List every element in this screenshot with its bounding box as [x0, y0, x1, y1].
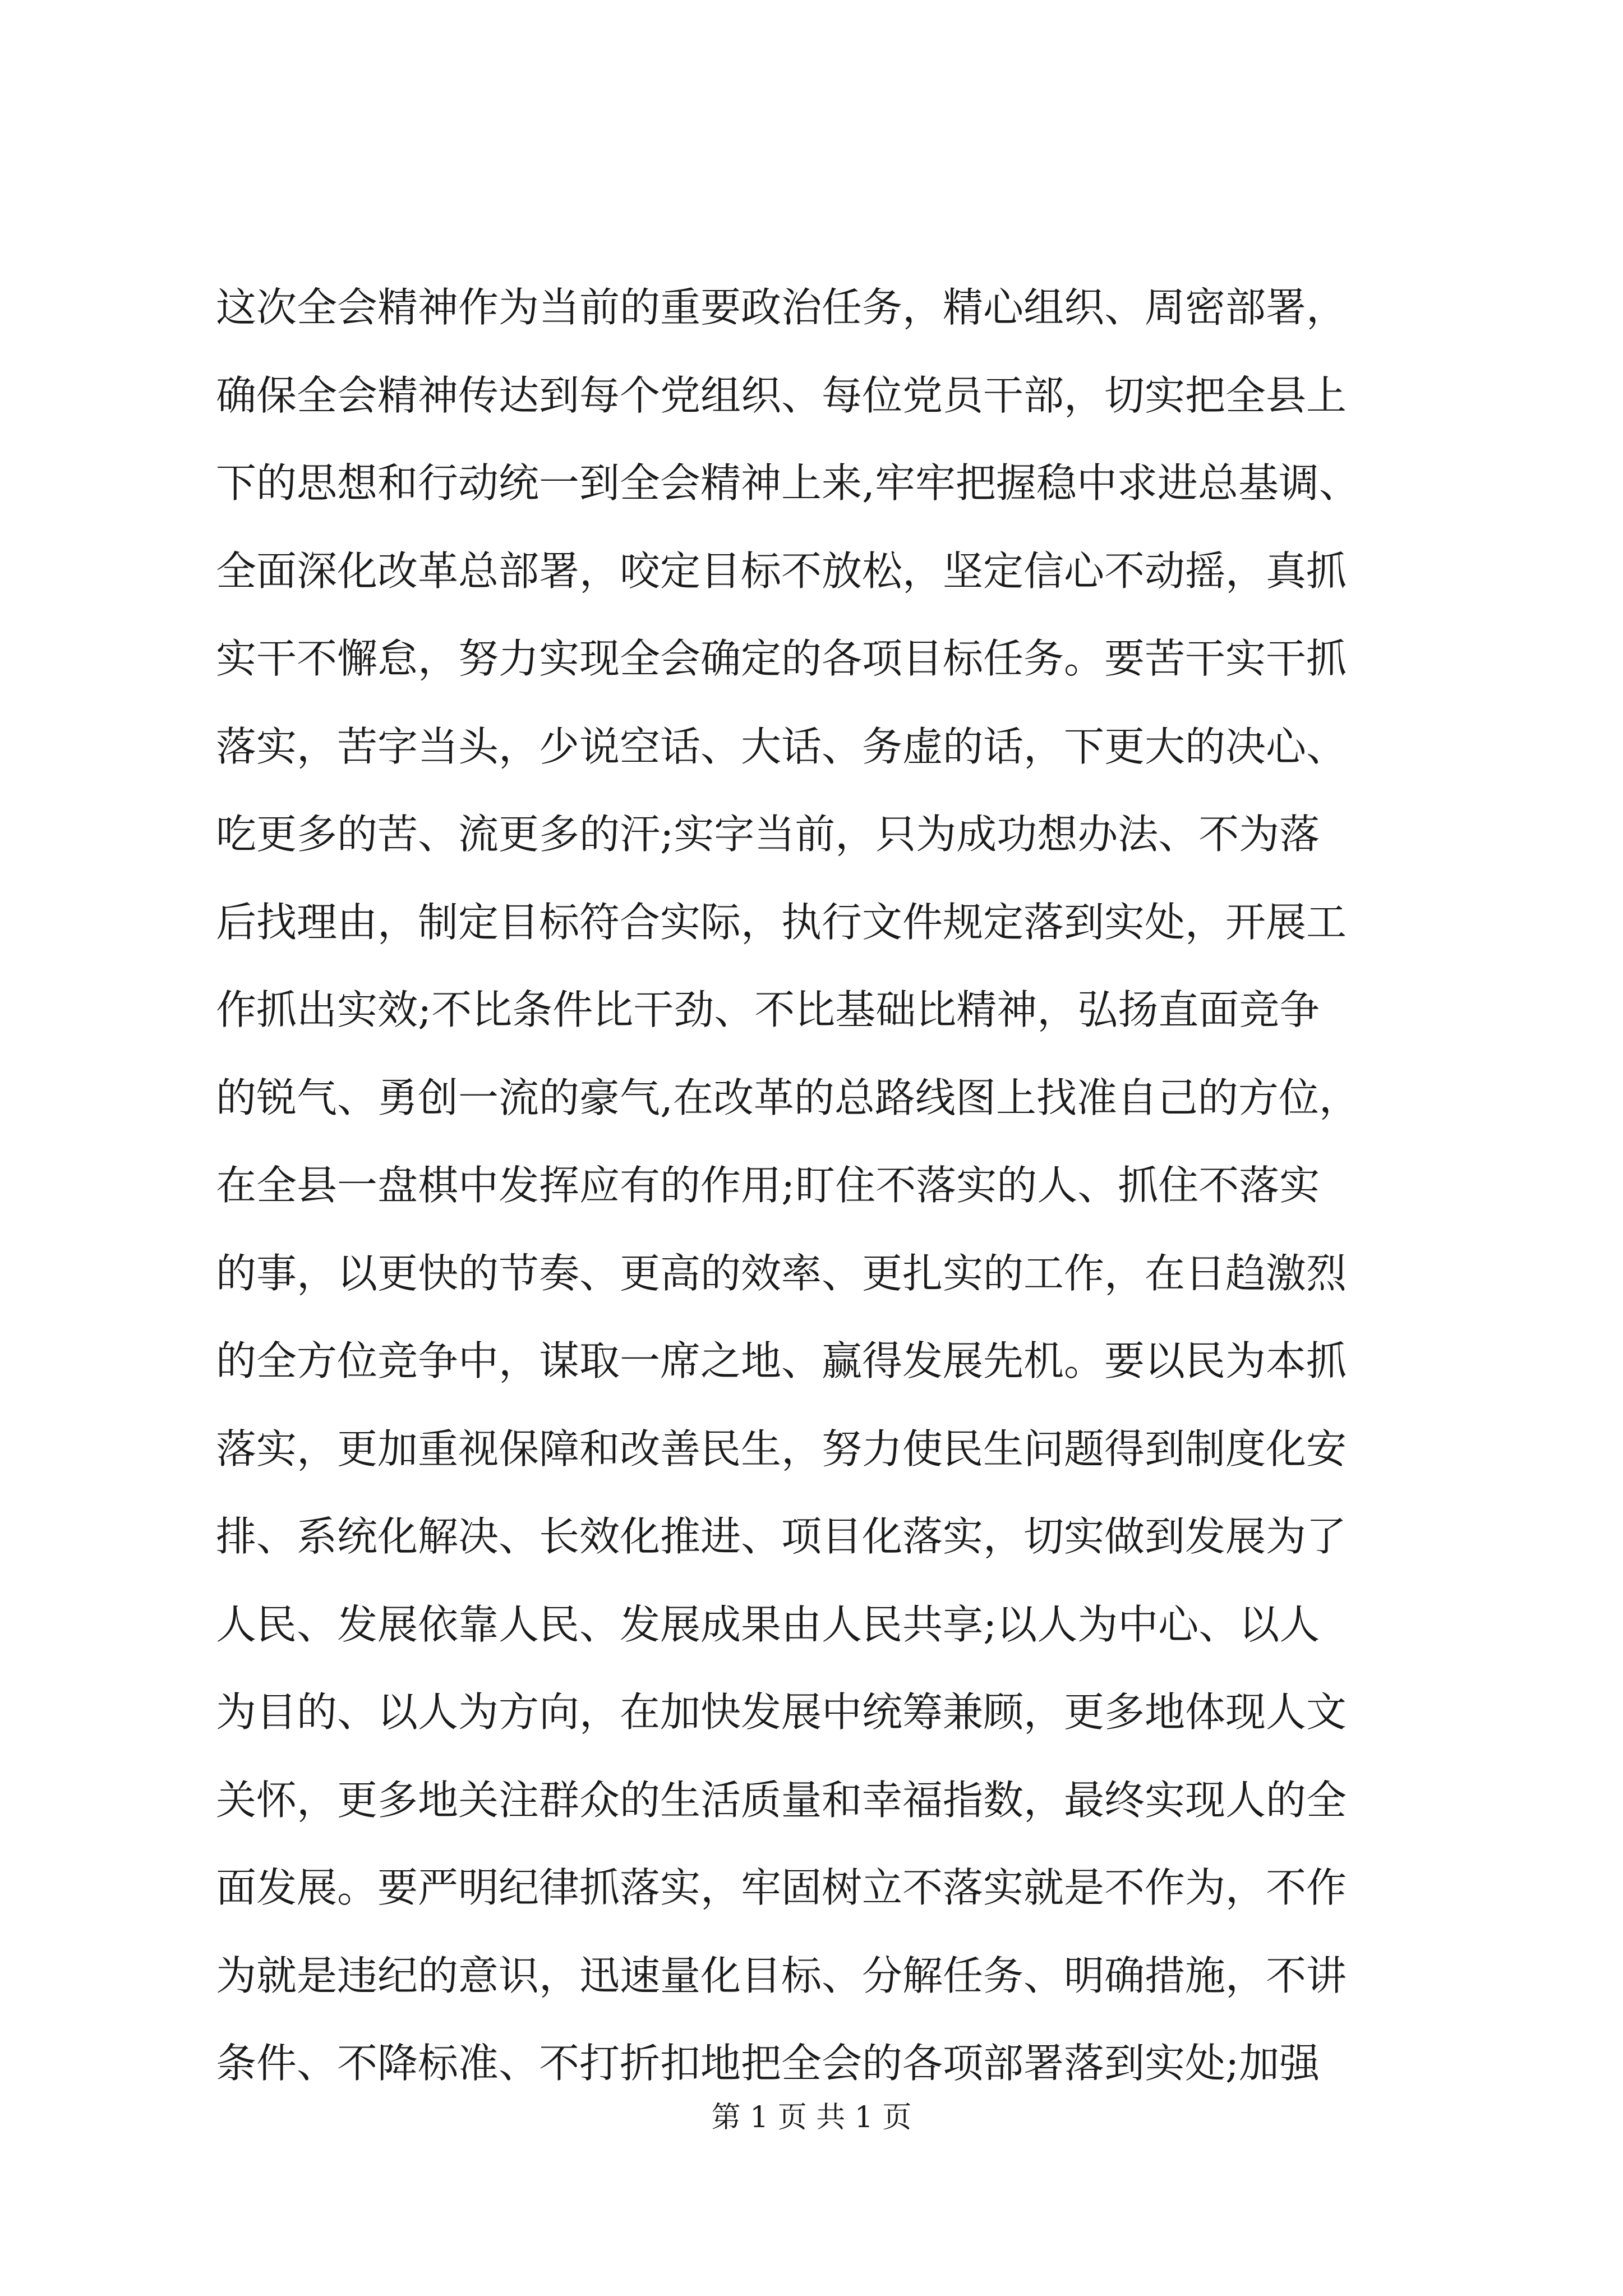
text-line: 的全方位竞争中，谋取一席之地、赢得发展先机。要以民为本抓: [216, 1337, 1347, 1384]
text-line: 作抓出实效;不比条件比干劲、不比基础比精神，弘扬直面竞争: [216, 986, 1320, 1033]
text-line: 落实，更加重视保障和改善民生，努力使民生问题得到制度化安: [216, 1425, 1347, 1473]
text-line: 全面深化改革总部署，咬定目标不放松，坚定信心不动摇，真抓: [216, 547, 1347, 595]
text-line: 条件、不降标准、不打折扣地把全会的各项部署落到实处;加强: [216, 2040, 1320, 2087]
text-line: 为就是违纪的意识，迅速量化目标、分解任务、明确措施，不讲: [216, 1952, 1347, 1999]
text-line: 这次全会精神作为当前的重要政治任务，精心组织、周密部署，: [216, 284, 1347, 331]
text-line: 在全县一盘棋中发挥应有的作用;盯住不落实的人、抓住不落实: [216, 1162, 1320, 1209]
text-line: 人民、发展依靠人民、发展成果由人民共享;以人为中心、以人: [216, 1600, 1320, 1648]
text-line: 的锐气、勇创一流的豪气,在改革的总路线图上找准自己的方位，: [216, 1074, 1359, 1121]
text-line: 确保全会精神传达到每个党组织、每位党员干部，切实把全县上: [216, 371, 1347, 419]
body-text: [216, 264, 1506, 2108]
text-line: 排、系统化解决、长效化推进、项目化落实，切实做到发展为了: [216, 1513, 1347, 1560]
text-line: 的事，以更快的节奏、更高的效率、更扎实的工作，在日趋激烈: [216, 1249, 1347, 1297]
page-footer: [0, 2095, 1623, 2140]
page-number-label: 第 1 页 共 1 页: [711, 2101, 912, 2134]
text-line: 为目的、以人为方向，在加快发展中统筹兼顾，更多地体现人文: [216, 1688, 1347, 1736]
text-line: 关怀，更多地关注群众的生活质量和幸福指数，最终实现人的全: [216, 1776, 1347, 1824]
text-line: 实干不懈怠，努力实现全会确定的各项目标任务。要苦干实干抓: [216, 635, 1347, 682]
text-line: 吃更多的苦、流更多的汗;实字当前，只为成功想办法、不为落: [216, 811, 1320, 858]
text-line: 面发展。要严明纪律抓落实，牢固树立不落实就是不作为，不作: [216, 1864, 1347, 1911]
text-line: 落实，苦字当头，少说空话、大话、务虚的话，下更大的决心、: [216, 723, 1347, 770]
text-line: 后找理由，制定目标符合实际，执行文件规定落到实处，开展工: [216, 898, 1347, 946]
text-line: 下的思想和行动统一到全会精神上来,牢牢把握稳中求进总基调、: [216, 459, 1359, 507]
